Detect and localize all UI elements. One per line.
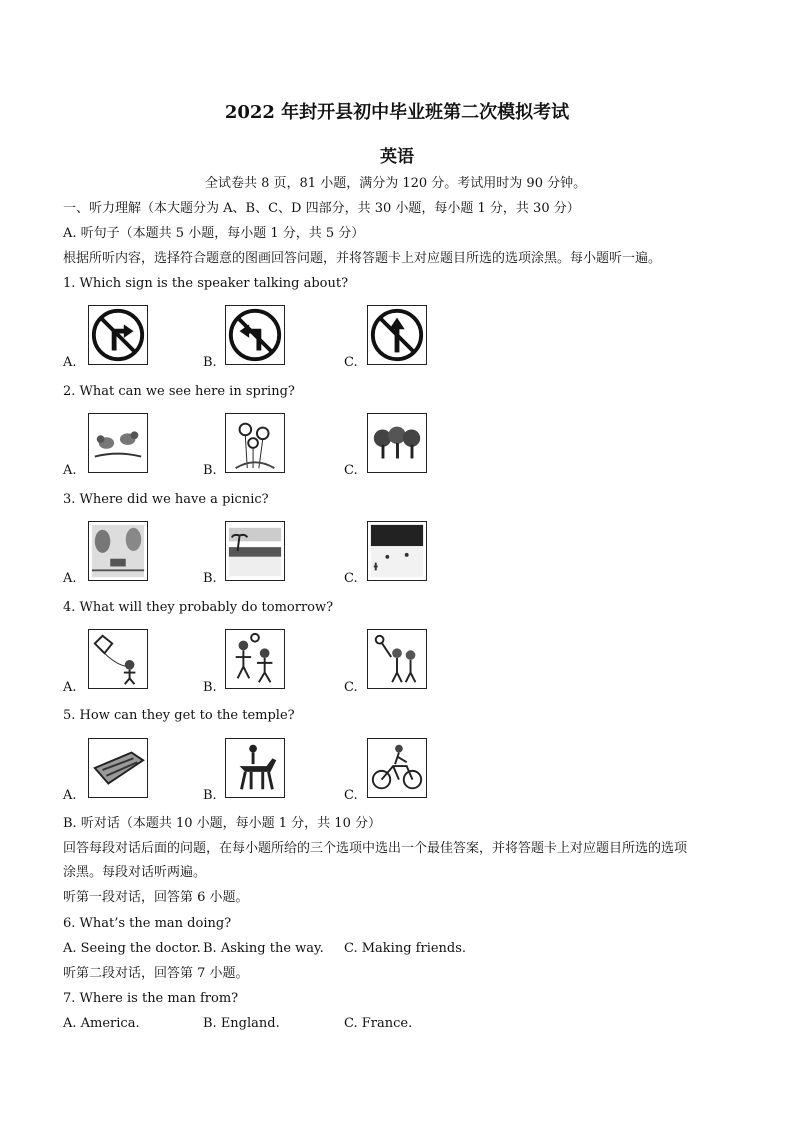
partA-heading: A. 听句子（本题共 5 小题，每小题 1 分，共 5 分）	[63, 226, 365, 241]
question-2: 2. What can we see here in spring?	[63, 384, 295, 399]
section1-heading: 一、听力理解（本大题分为 A、B、C、D 四部分，共 30 小题，每小题 1 分，共 30 分）	[63, 201, 580, 216]
q7-option-c: C. France.	[344, 1016, 413, 1031]
exam-info: 全试卷共 8 页，81 小题，满分为 120 分。考试用时为 90 分钟。	[205, 176, 587, 191]
partB-heading: B. 听对话（本题共 10 小题，每小题 1 分，共 10 分）	[63, 816, 381, 831]
exam-title: 2022 年封开县初中毕业班第二次模拟考试	[224, 102, 570, 123]
option-label: C.	[344, 788, 358, 803]
trees-icon	[367, 413, 427, 473]
option-label: C.	[344, 463, 358, 478]
q6-option-a: A. Seeing the doctor.	[63, 941, 201, 956]
dialog-2-intro: 听第二段对话，回答第 7 小题。	[63, 966, 249, 981]
flowers-icon	[225, 413, 285, 473]
question-1: 1. Which sign is the speaker talking about?	[63, 276, 349, 291]
partB-instruction-line1: 回答每段对话后面的问题，在每小题所给的三个选项中选出一个最佳答案，并将答题卡上对应题目所选的选项	[63, 841, 688, 856]
partB-instruction-line2: 涂黑。每段对话听两遍。	[63, 865, 207, 880]
desert-icon	[367, 521, 427, 581]
no-left-turn-sign-icon	[225, 305, 285, 365]
birds-icon	[88, 413, 148, 473]
option-label: A.	[63, 788, 77, 803]
no-straight-sign-icon	[367, 305, 427, 365]
beach-icon	[225, 521, 285, 581]
question-4: 4. What will they probably do tomorrow?	[63, 600, 334, 615]
question-3: 3. Where did we have a picnic?	[63, 492, 269, 507]
option-label: A.	[63, 571, 77, 586]
subject-title: 英语	[380, 147, 414, 167]
q6-option-c: C. Making friends.	[344, 941, 467, 956]
question-7: 7. Where is the man from?	[63, 991, 239, 1006]
park-icon	[88, 521, 148, 581]
option-label: C.	[344, 355, 358, 370]
option-label: B.	[203, 571, 217, 586]
boat-icon	[88, 738, 148, 798]
option-label: B.	[203, 355, 217, 370]
option-label: C.	[344, 680, 358, 695]
horse-icon	[225, 738, 285, 798]
play-basketball-icon	[225, 629, 285, 689]
option-label: A.	[63, 355, 77, 370]
option-label: C.	[344, 571, 358, 586]
no-right-turn-sign-icon	[88, 305, 148, 365]
question-6: 6. What’s the man doing?	[63, 916, 232, 931]
bicycle-icon	[367, 738, 427, 798]
q7-option-b: B. England.	[203, 1016, 280, 1031]
option-label: B.	[203, 788, 217, 803]
q7-option-a: A. America.	[63, 1016, 140, 1031]
option-label: A.	[63, 463, 77, 478]
partA-instruction: 根据所听内容，选择符合题意的图画回答问题，并将答题卡上对应题目所选的选项涂黑。每小题听一遍。	[63, 251, 662, 266]
question-5: 5. How can they get to the temple?	[63, 708, 295, 723]
option-label: B.	[203, 680, 217, 695]
option-label: A.	[63, 680, 77, 695]
option-label: B.	[203, 463, 217, 478]
catch-butterflies-icon	[367, 629, 427, 689]
fly-kite-icon	[88, 629, 148, 689]
q6-option-b: B. Asking the way.	[203, 941, 324, 956]
dialog-1-intro: 听第一段对话，回答第 6 小题。	[63, 890, 249, 905]
